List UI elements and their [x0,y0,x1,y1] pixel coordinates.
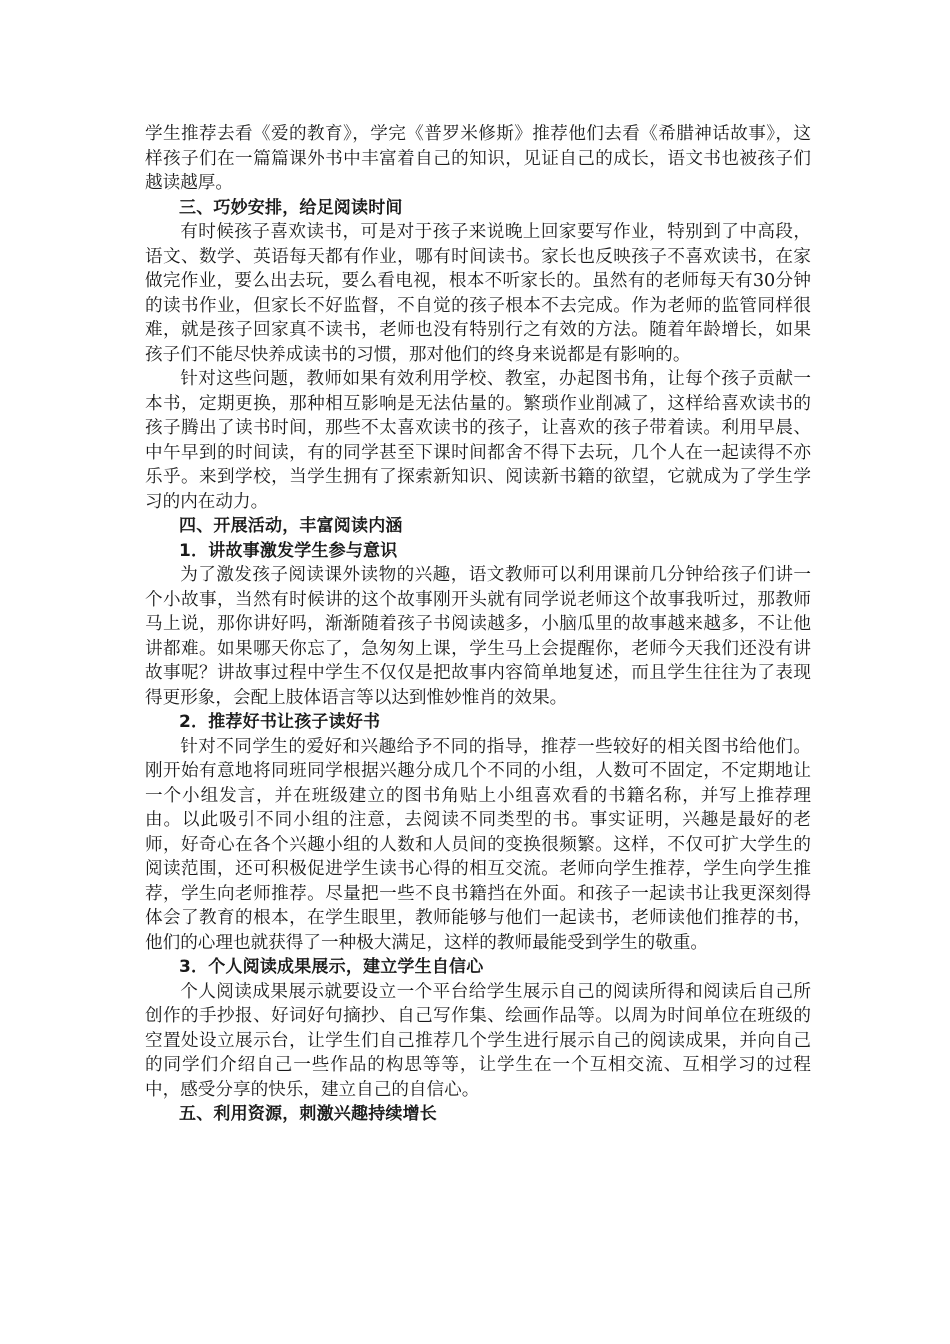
paragraph-4-2: 针对不同学生的爱好和兴趣给予不同的指导，推荐一些较好的相关图书给他们。刚开始有意地将同班同学根据兴趣分成几个不同的小组，人数可不固定，不定期地让一个小组发言，并在班级建立的图书角贴上小组喜欢看的书籍名称，并写上推荐理由。以此吸引不同小组的注意，去阅读不同类型的书。事实证明，兴趣是最好的老师，好奇心在各个兴趣小组的人数和人员间的变换很频繁。这样，不仅可扩大学生的阅读范围，还可积极促进学生读书心得的相互交流。老师向学生推荐，学生向学生推荐，学生向老师推荐。尽量把一些不良书籍挡在外面。和孩子一起读书让我更深刻得体会了教育的根本，在学生眼里，教师能够与他们一起读书，老师读他们推荐的书，他们的心理也就获得了一种极大满足，这样的教师最能受到学生的敬重。 [145,736,811,953]
heading-section-4-1: 1．讲故事激发学生参与意识 [179,540,398,561]
heading-section-4-3: 3．个人阅读成果展示，建立学生自信心 [179,957,484,977]
paragraph-4-1: 为了激发孩子阅读课外读物的兴趣，语文教师可以利用课前几分钟给孩子们讲一个小故事，当然有时候讲的这个故事刚开头就有同学说老师这个故事我听过，那教师马上说，那你讲好吗，渐渐随着孩子书阅读越多，小脑瓜里的故事越来越多，不让他讲都难。如果哪天你忘了，急匆匆上课，学生马上会提醒你，老师今天我们还没有讲故事呢？讲故事过程中学生不仅仅是把故事内容简单地复述，而且学生往往为了表现得更形象，会配上肢体语言等以达到惟妙惟肖的效果。 [145,565,811,708]
heading-section-4: 四、开展活动，丰富阅读内涵 [179,516,403,536]
paragraph-3a: 有时候孩子喜欢读书，可是对于孩子来说晚上回家要写作业，特别到了中高段，语文、数学、英语每天都有作业，哪有时间读书。家长也反映孩子不喜欢读书，在家做完作业，要么出去玩，要么看电视，根本不听家长的。虽然有的老师每天有30分钟的读书作业，但家长不好监督，不自觉的孩子根本不去完成。作为老师的监管同样很难，就是孩子回家真不读书，老师也没有特别行之有效的方法。随着年龄增长，如果孩子们不能尽快养成读书的习惯，那对他们的终身来说都是有影响的。 [145,222,811,365]
paragraph-intro: 学生推荐去看《爱的教育》，学完《普罗米修斯》推荐他们去看《希腊神话故事》，这样孩子们在一篇篇课外书中丰富着自己的知识，见证自己的成长，语文书也被孩子们越读越厚。 [145,124,811,193]
heading-section-4-2: 2．推荐好书让孩子读好书 [179,712,381,732]
document-page [145,122,811,1127]
paragraph-3b: 针对这些问题，教师如果有效利用学校、教室，办起图书角，让每个孩子贡献一本书，定期更换，那种相互影响是无法估量的。繁琐作业削减了，这样给喜欢读书的孩子腾出了读书时间，那些不太喜欢读书的孩子，让喜欢的孩子带着读。利用早晨、中午早到的时间读，有的同学甚至下课时间都舍不得下去玩，几个人在一起读得不亦乐乎。来到学校，当学生拥有了探索新知识、阅读新书籍的欲望，它就成为了学生学习的内在动力。 [145,369,811,512]
heading-section-3: 三、巧妙安排，给足阅读时间 [179,197,403,218]
paragraph-4-3: 个人阅读成果展示就要设立一个平台给学生展示自己的阅读所得和阅读后自己所创作的手抄报、好词好句摘抄、自己写作集、绘画作品等。以周为时间单位在班级的空置处设立展示台，让学生们自己推荐几个学生进行展示自己的阅读成果，并向自己的同学们介绍自己一些作品的构思等等，让学生在一个互相交流、互相学习的过程中，感受分享的快乐，建立自己的自信心。 [145,981,811,1100]
heading-section-5: 五、利用资源，刺激兴趣持续增长 [179,1104,437,1124]
